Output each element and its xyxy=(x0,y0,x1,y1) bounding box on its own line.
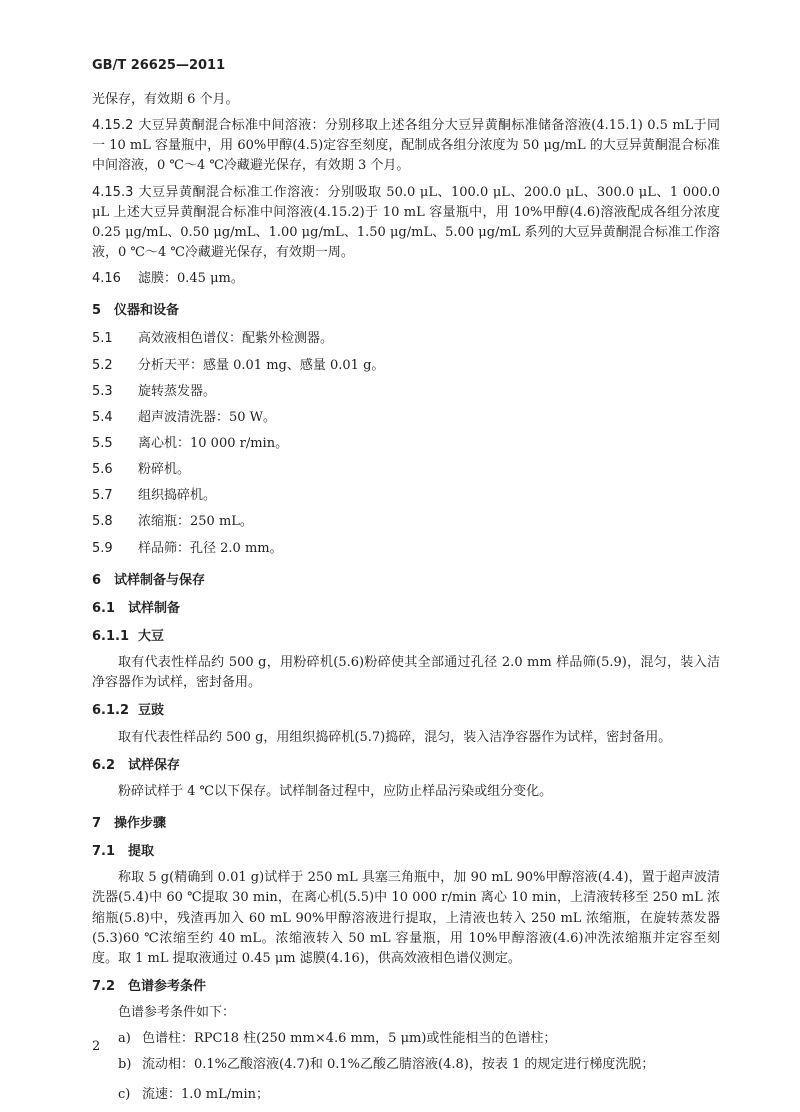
section-title: 试样制备与保存 xyxy=(114,572,206,588)
item-text: 组织捣碎机。 xyxy=(138,488,217,504)
list-item xyxy=(92,329,720,349)
item-number: 5.9 xyxy=(92,540,113,556)
list-item xyxy=(118,1085,720,1105)
item-number: 5.2 xyxy=(92,357,113,373)
subsection-number: 7.2 xyxy=(92,978,116,994)
section-title: 操作步骤 xyxy=(114,815,167,831)
item-number: 5.6 xyxy=(92,462,113,478)
item-number: 5.1 xyxy=(92,331,113,347)
item-label: b) xyxy=(118,1057,132,1073)
page-number: 2 xyxy=(92,1039,101,1054)
item-number: 5.3 xyxy=(92,383,113,399)
clause-4-15-2 xyxy=(92,116,720,176)
list-item xyxy=(92,486,720,506)
subsection-6-1-1-heading xyxy=(92,627,720,647)
item-text: 色谱柱：RPC18 柱(250 mm×4.6 mm，5 μm)或性能相当的色谱柱； xyxy=(142,1031,557,1047)
item-number: 5.4 xyxy=(92,409,113,425)
list-item xyxy=(118,1029,720,1049)
clause-number: 4.16 xyxy=(92,271,121,287)
item-text: 旋转蒸发器。 xyxy=(138,383,217,399)
subsection-title: 色谱参考条件 xyxy=(128,978,207,994)
item-text: 流速：1.0 mL/min； xyxy=(142,1087,270,1103)
clause-text: 大豆异黄酮混合标准中间溶液：分别移取上述各组分大豆异黄酮标准储备溶液(4.15.1) 0.5 mL于同一 10 mL 容量瓶中，用 60%甲醇(4.5)定容至刻度，配制成各组分浓度为 50 μg/mL 的大豆异黄酮混合标准中间溶液，0 ℃～4 ℃冷藏避光保存，有效期 3 个月。 xyxy=(92,118,720,174)
section-title: 仪器和设备 xyxy=(114,303,180,319)
paragraph-6-1-1: 取有代表性样品约 500 g，用粉碎机(5.6)粉碎使其全部通过孔径 2.0 mm 样品筛(5.9)，混匀，装入洁净容器作为试样，密封备用。 xyxy=(92,655,720,691)
list-item xyxy=(92,539,720,559)
section-5-heading xyxy=(92,301,720,321)
subsection-number: 6.1.2 xyxy=(92,703,130,719)
item-label: c) xyxy=(118,1087,131,1103)
item-text: 离心机：10 000 r/min。 xyxy=(138,435,289,451)
subsection-number: 7.1 xyxy=(92,844,116,860)
list-item xyxy=(92,512,720,532)
item-text: 分析天平：感量 0.01 mg、感量 0.01 g。 xyxy=(138,357,385,373)
list-item xyxy=(118,1055,720,1075)
clause-text: 滤膜：0.45 μm。 xyxy=(138,271,244,287)
document-body xyxy=(92,90,720,1112)
paragraph-7-1: 称取 5 g(精确到 0.01 g)试样于 250 mL 具塞三角瓶中，加 90 mL 90%甲醇溶液(4.4)，置于超声波清洗器(5.4)中 60 ℃提取 30 min，在离心机(5.5)中 10 000 r/min 离心 10 min，上清液转移至 250 mL 浓缩瓶(5.8)中，残渣再加入 60 mL 90%甲醇溶液进行提取，上清液也转入 250 mL 浓缩瓶，在旋转蒸发器(5.3)60 ℃浓缩至约 40 mL。浓缩液转入 50 mL 容量瓶，用 10%甲醇溶液(4.6)冲洗浓缩瓶并定容至刻度。取 1 mL 提取液通过 0.45 μm 滤膜(4.16)，供高效液相色谱仪测定。 xyxy=(92,870,720,966)
item-number: 5.8 xyxy=(92,514,113,530)
paragraph-7-2-intro: 色谱参考条件如下： xyxy=(118,1005,236,1021)
list-item xyxy=(92,382,720,402)
item-number: 5.7 xyxy=(92,488,113,504)
subsection-7-2-heading xyxy=(92,977,720,997)
equipment-list xyxy=(92,329,720,558)
paragraph-6-1-2: 取有代表性样品约 500 g，用组织捣碎机(5.7)捣碎，混匀，装入洁净容器作为试样，密封备用。 xyxy=(118,729,672,745)
item-text: 粉碎机。 xyxy=(138,462,191,478)
item-text: 样品筛：孔径 2.0 mm。 xyxy=(138,540,283,556)
item-text: 高效液相色谱仪：配紫外检测器。 xyxy=(138,331,334,347)
item-number: 5.5 xyxy=(92,435,113,451)
subsection-7-1-heading xyxy=(92,842,720,862)
subsection-title: 大豆 xyxy=(138,628,165,644)
continued-paragraph: 光保存，有效期 6 个月。 xyxy=(92,92,239,107)
item-label: a) xyxy=(118,1031,131,1047)
item-text: 浓缩瓶：250 mL。 xyxy=(138,514,253,530)
section-7-heading xyxy=(92,814,720,834)
list-item xyxy=(92,434,720,454)
clause-4-16 xyxy=(92,269,720,289)
list-item xyxy=(92,460,720,480)
chromatography-conditions-list xyxy=(92,1029,720,1105)
subsection-title: 试样保存 xyxy=(128,757,181,773)
list-item xyxy=(92,356,720,376)
subsection-number: 6.1 xyxy=(92,600,116,616)
item-text: 流动相：0.1%乙酸溶液(4.7)和 0.1%乙酸乙腈溶液(4.8)，按表 1 的规定进行梯度洗脱； xyxy=(142,1057,655,1073)
paragraph-6-2: 粉碎试样于 4 ℃以下保存。试样制备过程中，应防止样品污染或组分变化。 xyxy=(118,783,553,799)
standard-code: GB/T 26625—2011 xyxy=(92,58,226,73)
item-text: 超声波清洗器：50 W。 xyxy=(138,409,277,425)
section-number: 5 xyxy=(92,303,102,319)
subsection-6-2-heading xyxy=(92,756,720,776)
section-6-heading xyxy=(92,571,720,591)
clause-number: 4.15.2 xyxy=(92,118,134,134)
subsection-number: 6.1.1 xyxy=(92,628,130,644)
subsection-number: 6.2 xyxy=(92,757,116,773)
section-number: 6 xyxy=(92,572,102,588)
subsection-title: 提取 xyxy=(128,844,155,860)
list-item xyxy=(92,408,720,428)
subsection-title: 试样制备 xyxy=(128,600,181,616)
subsection-6-1-heading xyxy=(92,599,720,619)
subsection-title: 豆豉 xyxy=(138,703,165,719)
clause-text: 大豆异黄酮混合标准工作溶液：分别吸取 50.0 μL、100.0 μL、200.0 μL、300.0 μL、1 000.0 μL 上述大豆异黄酮混合标准中间溶液(4.15.2)于 10 mL 容量瓶中，用 10%甲醇(4.6)溶液配成各组分浓度 0.25 μg/mL、0.50 μg/mL、1.00 μg/mL、1.50 μg/mL、5.00 μg/mL 系列的大豆异黄酮混合标准工作溶液，0 ℃～4 ℃冷藏避光保存，有效期一周。 xyxy=(92,184,720,260)
subsection-6-1-2-heading xyxy=(92,701,720,721)
clause-4-15-3 xyxy=(92,183,720,264)
section-number: 7 xyxy=(92,815,102,831)
clause-number: 4.15.3 xyxy=(92,184,134,200)
